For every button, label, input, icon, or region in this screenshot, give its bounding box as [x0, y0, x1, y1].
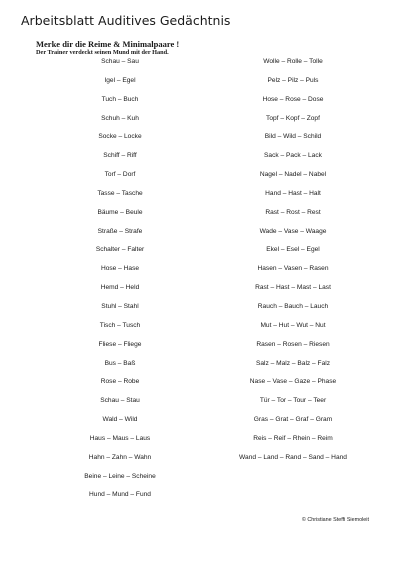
word-pair: Nagel – Nadel – Nabel [259, 171, 327, 179]
word-pair: Hund – Mund – Fund [89, 491, 151, 499]
word-pair: Fliese – Fliege [98, 340, 142, 348]
word-pair: Reis – Reif – Rhein – Reim [253, 434, 333, 442]
word-pair: Schiff – Riff [103, 152, 137, 160]
word-pair: Rasen – Rosen – Riesen [256, 340, 330, 348]
word-pair: Nase – Vase – Gaze – Phase [249, 378, 337, 386]
word-pair: Hose – Hase [100, 265, 140, 273]
word-pair: Salz – Malz – Balz – Falz [255, 359, 331, 367]
word-pair: Bäume – Beule [97, 208, 143, 216]
word-pair: Tasse – Tasche [97, 189, 143, 197]
page-title: Arbeitsblatt Auditives Gedächtnis [21, 13, 231, 28]
word-pair: Torf – Dorf [104, 171, 136, 179]
word-pair: Schau – Sau [101, 58, 139, 65]
word-pair: Rast – Hast – Mast – Last [255, 284, 331, 292]
right-word-column [208, 57, 378, 472]
word-pair: Topf – Kopf – Zopf [266, 114, 320, 122]
word-pair: Bus – Baß [104, 359, 136, 367]
word-pair: Gras – Grat – Graf – Gram [253, 416, 333, 424]
word-pair: Schuh – Kuh [101, 114, 139, 122]
word-pair: Rast – Rost – Rest [265, 208, 321, 216]
word-pair: Ekel – Esel – Egel [266, 246, 320, 254]
word-pair: Bild – Wild – Schild [264, 133, 322, 141]
word-pair: Haus – Maus – Laus [89, 434, 151, 442]
word-pair: Wade – Vase – Waage [259, 227, 327, 235]
instruction-heading: Merke dir die Reime & Minimalpaare ! [36, 39, 180, 49]
word-pair: Rose – Robe [100, 378, 140, 386]
word-pair: Igel – Egel [104, 76, 136, 84]
word-pair: Socke – Locke [98, 133, 142, 141]
word-pair: Straße – Strafe [97, 227, 143, 235]
left-word-column [35, 57, 205, 509]
word-pair: Hahn – Zahn – Wahn [88, 453, 152, 461]
word-pair: Hemd – Held [100, 284, 140, 292]
word-pair: Hasen – Vasen – Rasen [257, 265, 329, 273]
word-pair: Pelz – Pilz – Puls [267, 76, 319, 84]
word-pair: Rauch – Bauch – Lauch [257, 302, 329, 310]
instruction-subline: Der Trainer verdeckt seinen Mund mit der Hand. [36, 49, 169, 56]
word-pair: Hand – Hast – Halt [265, 189, 321, 197]
word-pair: Tür – Tor – Tour – Teer [259, 397, 327, 405]
word-pair: Tisch – Tusch [99, 321, 141, 329]
word-pair: Stuhl – Stahl [101, 302, 139, 310]
word-pair: Beine – Leine – Scheine [84, 472, 156, 480]
word-pair: Wand – Land – Rand – Sand – Hand [239, 453, 347, 461]
word-pair: Tuch – Buch [101, 95, 139, 103]
word-pair: Schalter – Falter [95, 246, 145, 254]
copyright-notice: © Christiane Steffi Siemoleit [301, 517, 369, 523]
word-pair: Mut – Hut – Wut – Nut [260, 321, 326, 329]
word-pair: Hose – Rose – Dose [262, 95, 324, 103]
word-pair: Wolle – Rolle – Tolle [263, 58, 323, 65]
word-pair: Wald – Wild [102, 416, 138, 424]
word-pair: Schau – Stau [100, 397, 140, 405]
word-pair: Sack – Pack – Lack [264, 152, 322, 160]
